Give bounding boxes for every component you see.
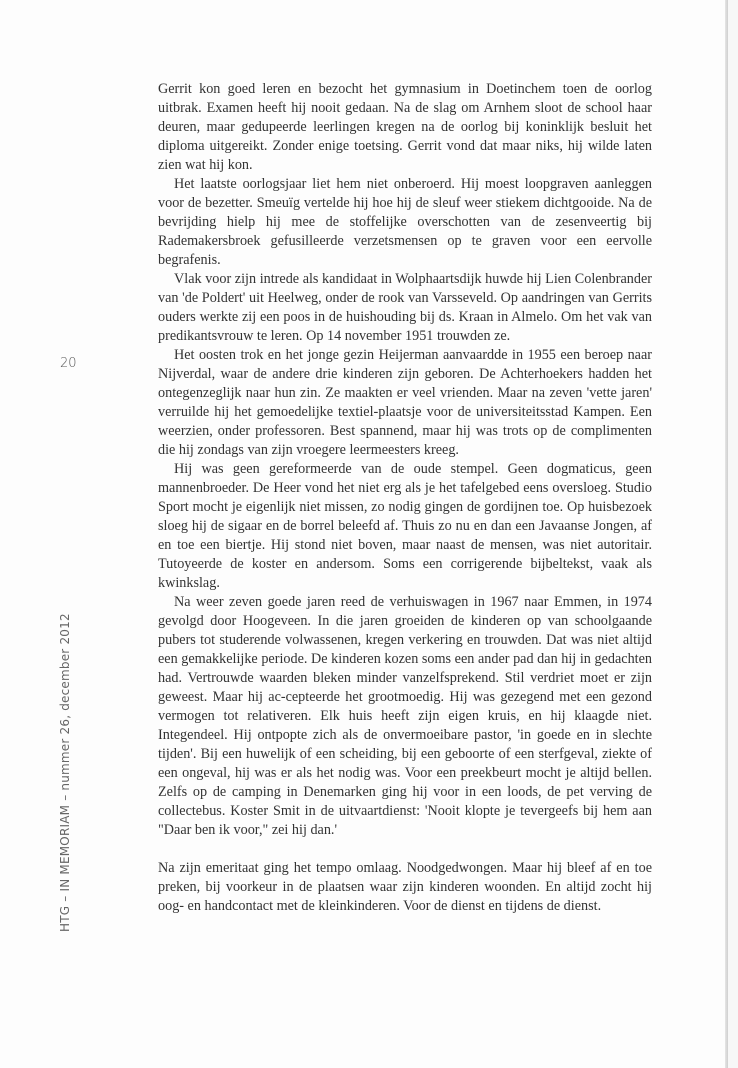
paragraph-4: Het oosten trok en het jonge gezin Heijerman aanvaardde in 1955 een beroep naar Nijverdal, waar de andere drie kinderen zijn geboren. De Achterhoekers hadden het ontegenzeglijk naar hun zin. Ze maakten er veel vrienden. Maar na zeven 'vette jaren' verruilde hij het gemoedelijke textiel-plaatsje voor de universiteitsstad Kampen. Een weerzien, onder professoren. Best spannend, maar hij was trots op de complimenten die hij zondags van zijn vroegere leermeesters kreeg. (158, 347, 652, 458)
paragraph-2: Het laatste oorlogsjaar liet hem niet onberoerd. Hij moest loopgraven aanleggen voor de bezetter. Smeuïg vertelde hij hoe hij de sleuf weer stiekem dichtgooide. Na de bevrijding hielp hij mee de stoffelijke overschotten van de zesenveertig bij Rademakersbroek gefusilleerde verzetsmensen op te graven voor een eervolle begrafenis. (158, 176, 652, 268)
page-number: 20 (60, 356, 77, 371)
paragraph-3: Vlak voor zijn intrede als kandidaat in Wolphaartsdijk huwde hij Lien Colenbrander van 'de Poldert' uit Heelweg, onder de rook van Varsseveld. Op aandringen van Gerrits ouders werkte zij een poos in de huishouding bij ds. Kraan in Almelo. Om het vak van predikantsvrouw te leren. Op 14 november 1951 trouwden ze. (158, 271, 652, 344)
paragraph-1: Gerrit kon goed leren en bezocht het gymnasium in Doetinchem toen de oorlog uitbrak. Examen heeft hij nooit gedaan. Na de slag om Arnhem sloot de school haar deuren, maar gedupeerde leerlingen kregen na de oorlog bij koninklijk besluit het diploma uitgereikt. Zonder enige toetsing. Gerrit vond dat maar niks, hij wilde laten zien wat hij kon. (158, 81, 652, 173)
running-side-label: HTG – IN MEMORIAM – nummer 26, december 2012 (58, 613, 72, 932)
paragraph-5: Hij was geen gereformeerde van de oude stempel. Geen dogmaticus, geen mannenbroeder. De Heer vond het niet erg als je het tafelgebed eens oversloeg. Studio Sport mocht je eigenlijk niet missen, zo nodig gingen de gordijnen toe. Op huisbezoek sloeg hij de sigaar en de borrel beleefd af. Thuis zo nu en dan een Javaanse Jongen, af en toe een biertje. Hij stond niet boven, maar naast de mensen, was niet autoritair. Tutoyeerde de koster en andersom. Soms een corrigerende bijbeltekst, vaak als kwinkslag. (158, 461, 652, 591)
paragraph-7: Na zijn emeritaat ging het tempo omlaag. Noodgedwongen. Maar hij bleef af en toe preken, bij voorkeur in de plaatsen waar zijn kinderen woonden. En altijd zocht hij oog- en handcontact met de kleinkinderen. Voor de dienst en tijdens de dienst. (158, 860, 652, 914)
paragraph-6: Na weer zeven goede jaren reed de verhuiswagen in 1967 naar Emmen, in 1974 gevolgd door Hoogeveen. In die jaren groeiden de kinderen op van schoolgaande pubers tot studerende volwassenen, kregen verkering en trouwden. Dat was niet altijd een gemakkelijke periode. De kinderen kozen soms een ander pad dan hij in gedachten had. Vertrouwde waarden bleken minder vanzelfsprekend. Stil verdriet moet er zijn geweest. Maar hij ac-cepteerde het grootmoedig. Hij was gezegend met een gezond vermogen tot relativeren. Elk huis heeft zijn eigen kruis, en hij klaagde niet. Integendeel. Hij ontpopte zich als de onvermoeibare pastor, 'in goede en in slechte tijden'. Bij een huwelijk of een scheiding, bij een geboorte of een sterfgeval, ziekte of een ongeval, hij was er als het nodig was. Voor een preekbeurt mocht je altijd bellen. Zelfs op de camping in Denemarken ging hij voor in een loods, de pet verving de collectebus. Koster Smit in de uitvaartdienst: 'Nooit klopte je tevergeefs bij hem aan "Daar ben ik voor," zei hij dan.' (158, 594, 652, 838)
article-body (158, 80, 652, 916)
page-edge (728, 0, 738, 1068)
